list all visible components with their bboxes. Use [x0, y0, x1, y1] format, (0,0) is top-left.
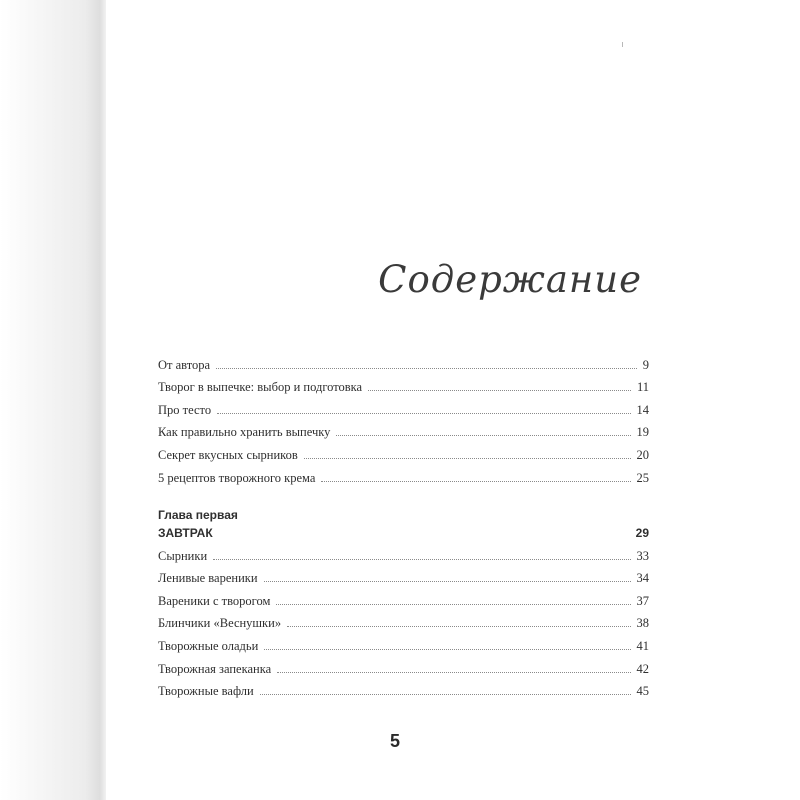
dot-leader: [368, 390, 631, 391]
dot-leader: [264, 649, 630, 650]
toc-entry-page: 42: [636, 661, 649, 676]
toc-entry-label: Вареники с творогом: [158, 593, 271, 608]
dot-leader: [216, 368, 637, 369]
paper-speck: [622, 42, 623, 47]
blank-leader: [219, 536, 630, 537]
toc-intro-section: [158, 349, 649, 485]
dot-leader: [217, 413, 630, 414]
toc-entry: [158, 439, 649, 462]
toc-entry-label: 5 рецептов творожного крема: [158, 470, 316, 485]
toc-entry: [158, 630, 649, 653]
dot-leader: [336, 435, 630, 436]
toc-entry: [158, 372, 649, 395]
toc-entry-page: 20: [636, 447, 649, 462]
toc-entry-label: Творожная запеканка: [158, 661, 272, 676]
dot-leader: [304, 458, 631, 459]
toc-entry-label: Творог в выпечке: выбор и подготовка: [158, 380, 363, 395]
book-page: [106, 0, 800, 800]
dot-leader: [260, 694, 631, 695]
toc-entry-page: 25: [636, 470, 649, 485]
toc-entry: [158, 608, 649, 631]
dot-leader: [264, 581, 631, 582]
toc-entry: [158, 653, 649, 676]
toc-entry-label: Творожные оладьи: [158, 638, 259, 653]
toc-entry-page: 37: [636, 593, 649, 608]
toc-entry: [158, 676, 649, 699]
toc-entry: [158, 540, 649, 563]
toc-entry-page: 9: [642, 357, 649, 372]
chapter-title: ЗАВТРАК: [158, 526, 213, 540]
toc-entry-page: 19: [636, 425, 649, 440]
toc-entry: [158, 349, 649, 372]
toc-entry-page: 33: [636, 548, 649, 563]
toc-entry: [158, 417, 649, 440]
toc-entry-label: Сырники: [158, 548, 208, 563]
dot-leader: [276, 604, 630, 605]
toc-entry-label: Про тесто: [158, 402, 212, 417]
toc-entry: [158, 563, 649, 586]
toc-entry-label: Ленивые вареники: [158, 571, 258, 586]
dot-leader: [321, 481, 630, 482]
toc-entry: [158, 394, 649, 417]
toc-entry-page: 14: [636, 402, 649, 417]
chapter-heading: Глава первая: [158, 508, 238, 522]
toc-entry-page: 38: [636, 616, 649, 631]
toc-entry-label: От автора: [158, 357, 211, 372]
toc-entry: [158, 585, 649, 608]
toc-entry: [158, 462, 649, 485]
page-title: Содержание: [378, 258, 642, 301]
toc-entry-label: Творожные вафли: [158, 684, 254, 699]
dot-leader: [287, 626, 630, 627]
chapter-title-entry: [158, 522, 649, 540]
toc-entry-label: Секрет вкусных сырников: [158, 447, 298, 462]
toc-entry-page: 41: [636, 638, 649, 653]
chapter-page: 29: [635, 526, 649, 540]
toc-chapter-section: [158, 508, 649, 698]
toc-entry-label: Блинчики «Веснушки»: [158, 616, 282, 631]
book-binding-shadow: [0, 0, 106, 800]
dot-leader: [277, 672, 630, 673]
toc-entry-page: 34: [636, 571, 649, 586]
dot-leader: [213, 559, 630, 560]
toc-entry-page: 45: [636, 684, 649, 699]
page-number: 5: [389, 731, 400, 751]
toc-entry-label: Как правильно хранить выпечку: [158, 425, 331, 440]
toc-entry-page: 11: [636, 380, 649, 395]
